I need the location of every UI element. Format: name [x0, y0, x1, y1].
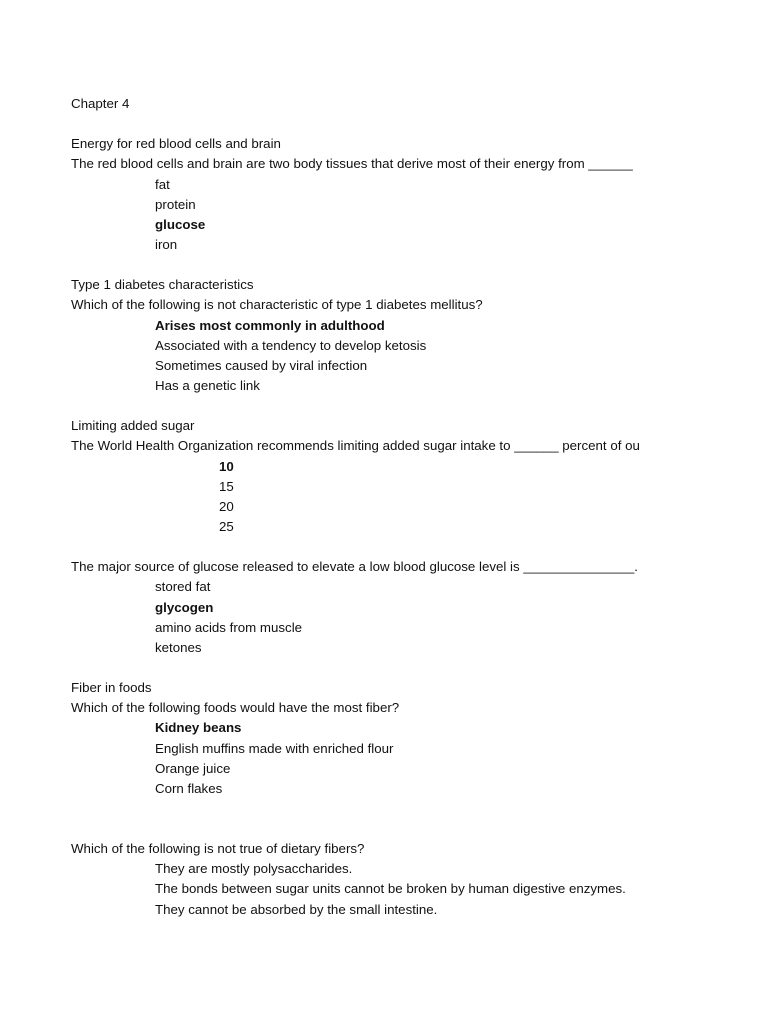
question-5-option-b: English muffins made with enriched flour	[155, 740, 394, 756]
question-5-option-c: Orange juice	[155, 760, 231, 776]
question-2-title: Type 1 diabetes characteristics	[71, 277, 254, 293]
question-6-text: Which of the following is not true of dietary fibers?	[71, 841, 365, 857]
question-2-option-b: Associated with a tendency to develop ketosis	[155, 337, 427, 353]
chapter-heading: Chapter 4	[71, 96, 130, 111]
document-text	[71, 94, 661, 920]
question-5-title: Fiber in foods	[71, 680, 152, 696]
question-6-option-a: They are mostly polysaccharides.	[155, 861, 353, 877]
question-3-option-d: 25	[219, 518, 234, 534]
spacer	[71, 255, 661, 275]
question-3-text: The World Health Organization recommends limiting added sugar intake to ______ percent of ou	[71, 438, 640, 454]
question-3-option-a-correct: 10	[219, 458, 234, 474]
spacer	[71, 396, 661, 416]
question-3-title: Limiting added sugar	[71, 418, 195, 434]
spacer	[71, 114, 661, 134]
question-2-option-c: Sometimes caused by viral infection	[155, 357, 368, 373]
question-1-title: Energy for red blood cells and brain	[71, 136, 281, 152]
question-4-option-b-correct: glycogen	[155, 599, 214, 615]
question-4-option-d: ketones	[155, 639, 202, 655]
spacer	[71, 799, 661, 819]
question-1-option-d: iron	[155, 236, 178, 252]
spacer	[71, 819, 661, 839]
question-3-option-b: 15	[219, 478, 234, 494]
question-2-option-a-correct: Arises most commonly in adulthood	[155, 317, 385, 333]
spacer	[71, 537, 661, 557]
question-5-option-d: Corn flakes	[155, 780, 223, 796]
question-1-option-c-correct: glucose	[155, 216, 206, 232]
question-1-option-b: protein	[155, 196, 196, 212]
question-4-option-c: amino acids from muscle	[155, 619, 303, 635]
spacer	[71, 658, 661, 678]
question-2-option-d: Has a genetic link	[155, 377, 260, 393]
question-2-text: Which of the following is not characteristic of type 1 diabetes mellitus?	[71, 297, 483, 313]
question-1-option-a: fat	[155, 176, 170, 192]
question-5-option-a-correct: Kidney beans	[155, 720, 242, 736]
question-5-text: Which of the following foods would have the most fiber?	[71, 700, 400, 716]
question-3-option-c: 20	[219, 498, 234, 514]
question-1-text: The red blood cells and brain are two body tissues that derive most of their energy from ______	[71, 156, 633, 172]
question-6-option-b: The bonds between sugar units cannot be broken by human digestive enzymes.	[155, 881, 626, 897]
question-6-option-c: They cannot be absorbed by the small intestine.	[155, 901, 438, 917]
question-4-text: The major source of glucose released to elevate a low blood glucose level is _______________.	[71, 559, 638, 575]
question-4-option-a: stored fat	[155, 579, 211, 595]
